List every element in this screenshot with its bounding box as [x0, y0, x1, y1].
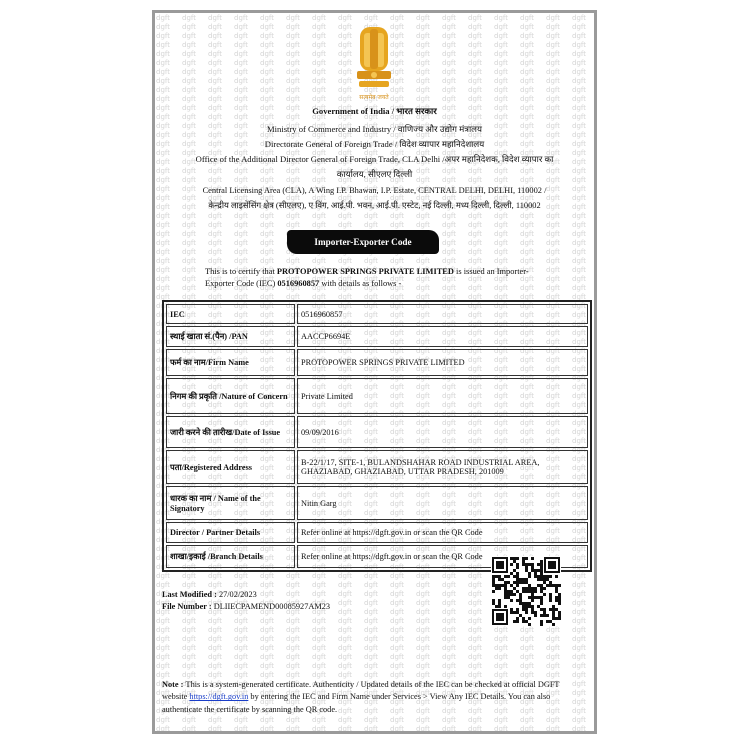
- iec-value: 0516960857: [297, 304, 588, 324]
- iec-details-table: [162, 300, 592, 572]
- dgft-website-link[interactable]: https://dgft.gov.in: [189, 692, 249, 702]
- pan-label: स्थाई खाता सं.(पैन) /PAN: [166, 326, 295, 347]
- address-label: पता/Registered Address: [166, 450, 295, 484]
- directorate-line: Directorate General of Foreign Trade / विदेश व्यापार महानिदेशालय: [264, 139, 485, 149]
- date-of-issue-label: जारी करने की तारीख/Date of Issue: [166, 416, 295, 448]
- office-line-2: कार्यालय, सीएलए दिल्ली: [336, 169, 413, 179]
- table-row: [166, 522, 588, 543]
- nature-label: निगम की प्रकृति /Nature of Concern: [166, 378, 295, 414]
- office-line-1: Office of the Additional Director General of Foreign Trade, CLA Delhi /अपर महानिदेशक, विदेश व्यापार का: [195, 154, 554, 164]
- nature-value: Private Limited: [297, 378, 588, 414]
- firm-name-value: PROTOPOWER SPRINGS PRIVATE LIMITED: [297, 349, 588, 376]
- table-row: [166, 326, 588, 347]
- certification-statement: This is to certify that PROTOPOWER SPRINGS PRIVATE LIMITED is issued an Importer-Exporter Code (IEC) 0516960857 with details as follows -: [205, 267, 529, 289]
- branch-value: Refer online at https://dgft.gov.in or scan the QR Code: [297, 545, 588, 568]
- company-name: PROTOPOWER SPRINGS PRIVATE LIMITED: [276, 267, 454, 276]
- file-number: File Number : DLIIECPAMEND00085927AM23: [162, 602, 331, 612]
- ministry-line: Ministry of Commerce and Industry / वाणिज्य और उद्योग मंत्रालय: [267, 124, 482, 134]
- iec-label: IEC: [166, 304, 295, 324]
- address-line-1: Central Licensing Area (CLA), A Wing I.P. Bhawan, I.P. Estate, CENTRAL DELHI, DELHI, 110002 /: [202, 186, 547, 195]
- firm-name-label: फर्म का नाम/Firm Name: [166, 349, 295, 376]
- table-row: [166, 416, 588, 448]
- branch-label: शाखा/इकाई /Branch Details: [166, 545, 295, 568]
- government-title: Government of India / भारत सरकार: [312, 106, 437, 116]
- date-of-issue-value: 09/09/2016: [297, 416, 588, 448]
- table-row: [166, 486, 588, 520]
- national-emblem-icon: [350, 25, 398, 107]
- iec-number: 0516960857: [277, 279, 320, 289]
- table-row: [166, 349, 588, 376]
- address-value: B-22/1/17, SITE-1, BULANDSHAHAR ROAD INDUSTRIAL AREA, GHAZIABAD, GHAZIABAD, UTTAR PRADESH, 201009: [297, 450, 588, 484]
- iec-certificate: [152, 10, 597, 734]
- emblem-motto: सत्यमेव जयते: [359, 94, 389, 101]
- certificate-meta: [162, 589, 330, 613]
- pan-value: AACCP6694E: [297, 326, 588, 347]
- director-label: Director / Partner Details: [166, 522, 295, 543]
- signatory-value: Nitin Garg: [297, 486, 588, 520]
- signatory-label: धारक का नाम / Name of the Signatory: [166, 486, 295, 520]
- table-row: [166, 378, 588, 414]
- qr-code: [491, 556, 561, 626]
- note-text: Note : This is a system-generated certificate. Authenticity / Updated details of the IEC can be checked at official DGFT website https://dgft.gov.in by entering the IEC and Firm Name under Services > View Any IEC Details. You can also authenticate the certificate by scanning the QR code.: [162, 680, 560, 714]
- director-value: Refer online at https://dgft.gov.in or scan the QR Code: [297, 522, 588, 543]
- table-row: [166, 304, 588, 324]
- table-row: [166, 450, 588, 484]
- last-modified: Last Modified : 27/02/2023: [162, 590, 257, 599]
- iec-banner: Importer-Exporter Code: [287, 230, 439, 254]
- address-line-2: केन्द्रीय लाइसेंसिंग क्षेत्र (सीएलए), ए विंग, आई.पी. भवन, आई.पी. एस्टेट, नई दिल्ली, मध्य दिल्ली, दिल्ली, 110002: [208, 201, 541, 210]
